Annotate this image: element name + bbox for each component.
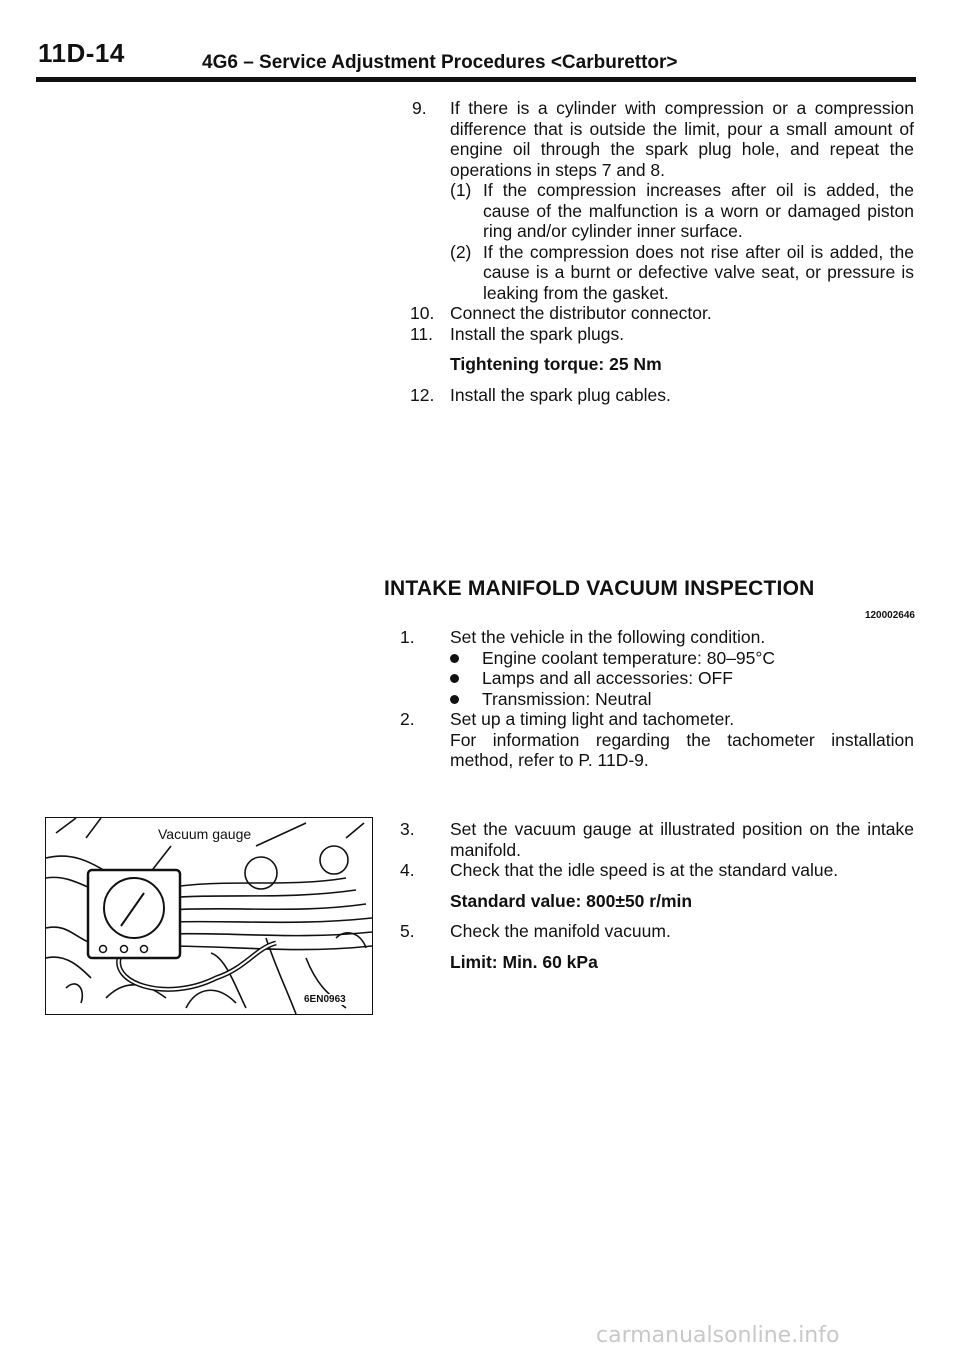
figure-label: Vacuum gauge <box>158 826 252 842</box>
substep-text: If the compression increases after oil is added, the cause of the malfunction is a worn or damaged piston ring and/or cylinder inner surface. <box>483 180 914 241</box>
step-number: 2. <box>400 709 415 729</box>
step-number: 12. <box>410 384 435 405</box>
engine-illustration <box>46 818 372 1014</box>
bullet-text: Engine coolant temperature: 80–95°C <box>482 647 776 668</box>
step-number: 9. <box>412 98 427 118</box>
step-text: Check the manifold vacuum. <box>450 921 671 941</box>
torque-spec: Tightening torque: 25 Nm <box>450 354 662 374</box>
step-text: Install the spark plugs. <box>450 323 625 344</box>
steps-top <box>384 98 914 405</box>
substep-number: (1) <box>450 180 472 200</box>
substep-text: If the compression does not rise after oil is added, the cause is a burnt or defective valve seat, or pressure is leaking from the gasket. <box>483 241 914 303</box>
step-11 <box>384 324 914 345</box>
figure-code: 6EN0963 <box>304 994 346 1005</box>
step-text: Set the vehicle in the following condition. <box>450 627 766 647</box>
step-number: 4. <box>400 860 415 880</box>
limit-spec: Limit: Min. 60 kPa <box>450 951 598 972</box>
step-note: For information regarding the tachometer installation method, refer to P. 11D-9. <box>450 729 914 770</box>
bullet-text: Transmission: Neutral <box>482 688 652 709</box>
section-code: 120002646 <box>864 610 915 621</box>
substep-2 <box>450 242 914 304</box>
step-3 <box>384 819 914 860</box>
step-5 <box>384 921 914 942</box>
step-text: If there is a cylinder with compression or a compression difference that is outside the limit, pour a small amount of engine oil through the spark plug hole, and repeat the operations in steps 7 and 8. <box>450 98 914 180</box>
step-4 <box>384 860 914 881</box>
section-heading: INTAKE MANIFOLD VACUUM INSPECTION <box>384 577 815 600</box>
step-number: 5. <box>400 921 415 941</box>
substep-number: (2) <box>450 241 472 262</box>
step-text: Check that the idle speed is at the standard value. <box>450 860 839 880</box>
step-number: 1. <box>400 627 415 647</box>
bullet-icon <box>450 674 459 683</box>
step-number: 10. <box>410 303 435 323</box>
step-text: Install the spark plug cables. <box>450 384 671 405</box>
header-rule <box>36 77 916 82</box>
step-10 <box>384 303 914 324</box>
step-9 <box>384 98 914 180</box>
bullet-item <box>450 689 914 710</box>
page-number: 11D-14 <box>38 38 125 68</box>
step-1 <box>384 627 914 648</box>
steps-mid <box>384 627 914 771</box>
bullet-icon <box>450 695 459 704</box>
watermark: carmanualsonline.info <box>596 1323 840 1348</box>
step-number: 11. <box>410 323 434 344</box>
bullet-item <box>450 668 914 689</box>
vacuum-gauge-figure <box>45 817 373 1015</box>
step-text: Connect the distributor connector. <box>450 303 712 323</box>
bullet-icon <box>450 654 459 663</box>
substep-1 <box>450 180 914 242</box>
bullet-item <box>450 648 914 669</box>
step-text: Set up a timing light and tachometer. <box>450 709 735 729</box>
standard-value-spec: Standard value: 800±50 r/min <box>450 890 693 911</box>
step-number: 3. <box>400 819 415 839</box>
step-2 <box>384 709 914 730</box>
step-12 <box>384 385 914 406</box>
steps-bottom <box>384 819 914 972</box>
step-text: Set the vacuum gauge at illustrated position on the intake manifold. <box>450 819 914 860</box>
page-title: 4G6 – Service Adjustment Procedures <Carburettor> <box>202 52 678 73</box>
bullet-text: Lamps and all accessories: OFF <box>482 668 733 688</box>
